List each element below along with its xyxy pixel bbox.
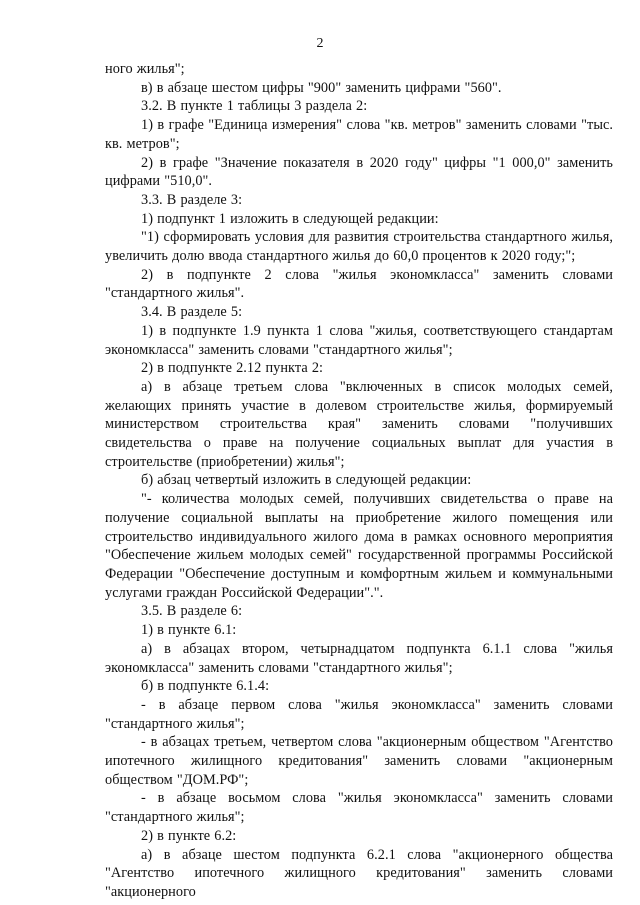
paragraph: 1) в подпункте 1.9 пункта 1 слова "жилья, соответствующего стандартам экономкласса" заменить словами "стандартного жилья"; <box>105 322 613 358</box>
paragraph: а) в абзацах втором, четырнадцатом подпункта 6.1.1 слова "жилья экономкласса" заменить словами "стандартного жилья"; <box>105 640 613 676</box>
paragraph: б) в подпункте 6.1.4: <box>141 678 270 695</box>
paragraph: б) абзац четвертый изложить в следующей редакции: <box>141 472 472 489</box>
paragraph: 2) в графе "Значение показателя в 2020 году" цифры "1 000,0" заменить цифрами "510,0". <box>105 154 613 190</box>
quoted-paragraph: "- количества молодых семей, получивших свидетельства о праве на получение социальной выплаты на приобретение жилого помещения или строительство индивидуального жилого дома в рамках основного мероприятия "Обеспечение жильем молодых семей" государственной программы Российской Федерации "Обеспечение доступным и комфортным жильем и коммунальными услугами граждан Российской Федерации".". <box>105 491 613 601</box>
section-heading: 3.3. В разделе 3: <box>141 191 243 208</box>
section-heading: 3.5. В разделе 6: <box>141 603 243 620</box>
page-number: 2 <box>316 36 324 51</box>
paragraph: - в абзаце восьмом слова "жилья экономкласса" заменить словами "стандартного жилья"; <box>105 790 613 826</box>
paragraph: в) в абзаце шестом цифры "900" заменить цифрами "560". <box>141 79 502 96</box>
paragraph: 2) в подпункте 2.12 пункта 2: <box>141 360 324 377</box>
paragraph: 1) в пункте 6.1: <box>141 622 237 639</box>
paragraph: 2) в пункте 6.2: <box>141 827 237 844</box>
document-body <box>105 60 613 902</box>
paragraph: 2) в подпункте 2 слова "жилья экономкласса" заменить словами "стандартного жилья". <box>105 266 613 302</box>
paragraph: а) в абзаце третьем слова "включенных в список молодых семей, желающих принять участие в долевом строительстве жилья, формируемый министерством строительства края" заменить словами "получивших свидетельства о праве на получение социальных выплат для участия в строительстве (приобретении) жилья"; <box>105 378 613 470</box>
quoted-paragraph: "1) сформировать условия для развития строительства стандартного жилья, увеличить долю ввода стандартного жилья до 60,0 процентов к 2020 году;"; <box>105 229 613 265</box>
paragraph: 1) подпункт 1 изложить в следующей редакции: <box>141 210 439 227</box>
paragraph: ного жилья"; <box>105 61 185 77</box>
paragraph: а) в абзаце шестом подпункта 6.2.1 слова "акционерного общества "Агентство ипотечного жилищного кредитования" заменить словами "акционерного <box>105 846 613 900</box>
paragraph: - в абзацах третьем, четвертом слова "акционерным обществом "Агентство ипотечного жилищного кредитования" заменить словами "акционерным обществом "ДОМ.РФ"; <box>105 734 613 788</box>
paragraph: 1) в графе "Единица измерения" слова "кв. метров" заменить словами "тыс. кв. метров"; <box>105 117 613 152</box>
section-heading: 3.2. В пункте 1 таблицы 3 раздела 2: <box>141 98 368 115</box>
section-heading: 3.4. В разделе 5: <box>141 304 243 321</box>
paragraph: - в абзаце первом слова "жилья экономкласса" заменить словами "стандартного жилья"; <box>105 696 613 732</box>
